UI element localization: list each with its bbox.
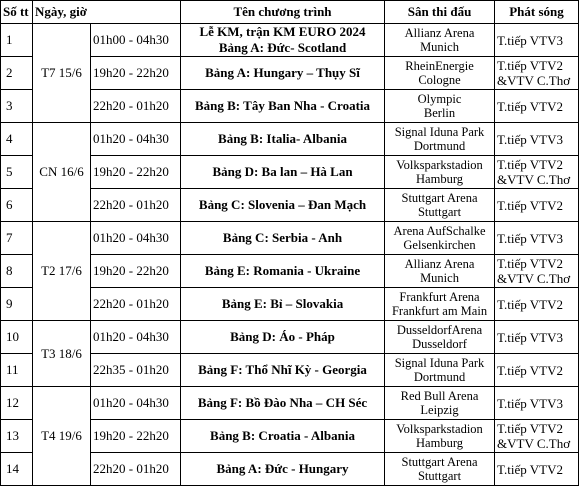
broadcast-channel: T.tiếp VTV2 bbox=[497, 58, 563, 73]
venue-city: Frankfurt am Main bbox=[391, 304, 488, 318]
broadcast-channel: T.tiếp VTV2 bbox=[497, 98, 563, 114]
venue-cell bbox=[385, 24, 495, 57]
time-cell: 22h35 - 01h20 bbox=[91, 354, 181, 387]
row-number: 10 bbox=[1, 321, 33, 354]
time-cell: 01h20 - 04h30 bbox=[91, 123, 181, 156]
broadcast-cell bbox=[495, 420, 579, 453]
day-cell: T2 17/6 bbox=[33, 222, 91, 321]
program-line-1: Lễ KM, trận KM EURO 2024 bbox=[199, 24, 366, 39]
program-cell bbox=[181, 24, 385, 57]
venue-name: Signal Iduna Park bbox=[394, 356, 485, 370]
broadcast-channel-extra: &VTV C.Thơ bbox=[497, 436, 571, 451]
program-cell bbox=[181, 387, 385, 420]
broadcast-channel: T.tiếp VTV2 bbox=[497, 461, 563, 477]
program-cell bbox=[181, 255, 385, 288]
day-cell: CN 16/6 bbox=[33, 123, 91, 222]
venue-cell bbox=[385, 321, 495, 354]
program-line-1: Bảng F: Thổ Nhĩ Kỳ - Georgia bbox=[198, 362, 367, 377]
broadcast-cell bbox=[495, 288, 579, 321]
venue-name: Arena AufSchalke bbox=[393, 224, 486, 238]
table-row bbox=[1, 222, 579, 255]
day-cell: T7 15/6 bbox=[33, 24, 91, 123]
broadcast-channel-extra: &VTV C.Thơ bbox=[497, 172, 571, 187]
broadcast-channel: T.tiếp VTV2 bbox=[497, 256, 563, 271]
program-line-1: Bảng A: Đức - Hungary bbox=[216, 461, 349, 476]
program-cell bbox=[181, 354, 385, 387]
time-cell: 22h20 - 01h20 bbox=[91, 189, 181, 222]
broadcast-channel: T.tiếp VTV3 bbox=[497, 329, 563, 345]
venue-city: Stuttgart bbox=[417, 205, 462, 219]
venue-name: Red Bull Arena bbox=[400, 389, 479, 403]
row-number: 2 bbox=[1, 57, 33, 90]
time-cell: 19h20 - 22h20 bbox=[91, 420, 181, 453]
venue-name: Allianz Arena bbox=[404, 26, 475, 40]
header-stt: Số tt bbox=[1, 1, 33, 24]
venue-city: Munich bbox=[420, 40, 459, 54]
venue-city: Berlin bbox=[423, 106, 456, 120]
broadcast-cell bbox=[495, 90, 579, 123]
program-cell bbox=[181, 90, 385, 123]
program-cell bbox=[181, 156, 385, 189]
row-number: 9 bbox=[1, 288, 33, 321]
venue-name: Frankfurt Arena bbox=[399, 290, 480, 304]
broadcast-cell bbox=[495, 123, 579, 156]
time-cell: 22h20 - 01h20 bbox=[91, 453, 181, 486]
row-number: 5 bbox=[1, 156, 33, 189]
broadcast-channel: T.tiếp VTV3 bbox=[497, 230, 563, 246]
program-line-1: Bảng A: Hungary – Thụy Sĩ bbox=[205, 65, 360, 80]
venue-cell bbox=[385, 123, 495, 156]
row-number: 11 bbox=[1, 354, 33, 387]
table-row bbox=[1, 123, 579, 156]
program-cell bbox=[181, 123, 385, 156]
venue-name: Volksparkstadion bbox=[396, 422, 483, 436]
program-cell bbox=[181, 189, 385, 222]
broadcast-cell bbox=[495, 453, 579, 486]
venue-cell bbox=[385, 156, 495, 189]
venue-city: Dortmund bbox=[413, 139, 466, 153]
row-number: 4 bbox=[1, 123, 33, 156]
time-cell: 19h20 - 22h20 bbox=[91, 255, 181, 288]
venue-cell bbox=[385, 387, 495, 420]
program-line-1: Bảng B: Croatia - Albania bbox=[210, 428, 355, 443]
table-row bbox=[1, 321, 579, 354]
broadcast-cell bbox=[495, 387, 579, 420]
broadcast-channel: T.tiếp VTV2 bbox=[497, 296, 563, 312]
program-cell bbox=[181, 57, 385, 90]
program-cell bbox=[181, 222, 385, 255]
venue-city: Dusseldorf bbox=[412, 337, 467, 351]
table-row bbox=[1, 24, 579, 57]
row-number: 8 bbox=[1, 255, 33, 288]
program-line-1: Bảng E: Bỉ – Slovakia bbox=[221, 296, 344, 311]
venue-city: Hamburg bbox=[416, 436, 464, 450]
venue-cell bbox=[385, 354, 495, 387]
header-venue: Sân thi đấu bbox=[385, 1, 495, 24]
broadcast-cell bbox=[495, 156, 579, 189]
program-line-1: Bảng D: Áo - Pháp bbox=[230, 329, 335, 344]
time-cell: 01h20 - 04h30 bbox=[91, 222, 181, 255]
venue-name: DusseldorfArena bbox=[396, 323, 483, 337]
row-number: 14 bbox=[1, 453, 33, 486]
venue-cell bbox=[385, 453, 495, 486]
program-line-2: Bảng A: Đức- Scotland bbox=[218, 40, 347, 55]
venue-cell bbox=[385, 90, 495, 123]
venue-cell bbox=[385, 57, 495, 90]
broadcast-cell bbox=[495, 321, 579, 354]
broadcast-channel: T.tiếp VTV3 bbox=[497, 395, 563, 411]
row-number: 13 bbox=[1, 420, 33, 453]
program-line-1: Bảng D: Ba lan – Hà Lan bbox=[212, 164, 353, 179]
broadcast-channel: T.tiếp VTV2 bbox=[497, 157, 563, 172]
broadcast-cell bbox=[495, 222, 579, 255]
program-cell bbox=[181, 288, 385, 321]
header-program: Tên chương trình bbox=[181, 1, 385, 24]
program-line-1: Bảng C: Serbia - Anh bbox=[222, 230, 343, 245]
venue-name: RheinEnergie bbox=[405, 59, 474, 73]
program-line-1: Bảng C: Slovenia – Đan Mạch bbox=[198, 197, 367, 212]
venue-city: Munich bbox=[420, 271, 459, 285]
venue-cell bbox=[385, 189, 495, 222]
time-cell: 22h20 - 01h20 bbox=[91, 288, 181, 321]
venue-cell bbox=[385, 288, 495, 321]
broadcast-cell bbox=[495, 255, 579, 288]
row-number: 1 bbox=[1, 24, 33, 57]
day-cell: T3 18/6 bbox=[33, 321, 91, 387]
time-cell: 22h20 - 01h20 bbox=[91, 90, 181, 123]
time-cell: 01h20 - 04h30 bbox=[91, 321, 181, 354]
venue-cell bbox=[385, 420, 495, 453]
venue-cell bbox=[385, 222, 495, 255]
schedule-body bbox=[1, 24, 579, 486]
broadcast-channel-extra: &VTV C.Thơ bbox=[497, 73, 571, 88]
header-broadcast: Phát sóng bbox=[495, 1, 579, 24]
venue-city: Dortmund bbox=[413, 370, 466, 384]
broadcast-cell bbox=[495, 24, 579, 57]
program-cell bbox=[181, 420, 385, 453]
program-line-1: Bảng B: Tây Ban Nha - Croatia bbox=[194, 98, 371, 113]
venue-city: Hamburg bbox=[416, 172, 464, 186]
header-date: Ngày, giờ bbox=[33, 1, 181, 24]
row-number: 6 bbox=[1, 189, 33, 222]
program-cell bbox=[181, 321, 385, 354]
program-line-1: Bảng E: Romania - Ukraine bbox=[204, 263, 361, 278]
venue-city: Cologne bbox=[418, 73, 461, 87]
program-line-1: Bảng B: Italia- Albania bbox=[218, 131, 347, 146]
time-cell: 01h20 - 04h30 bbox=[91, 387, 181, 420]
venue-city: Stuttgart bbox=[417, 469, 462, 483]
program-cell bbox=[181, 453, 385, 486]
broadcast-channel: T.tiếp VTV2 bbox=[497, 362, 563, 378]
time-cell: 19h20 - 22h20 bbox=[91, 156, 181, 189]
venue-cell bbox=[385, 255, 495, 288]
venue-name: Stuttgart Arena bbox=[401, 455, 478, 469]
venue-name: Volksparkstadion bbox=[396, 158, 483, 172]
broadcast-channel: T.tiếp VTV3 bbox=[497, 131, 563, 147]
program-line-1: Bảng F: Bồ Đào Nha – CH Séc bbox=[197, 395, 368, 410]
table-row bbox=[1, 387, 579, 420]
venue-city: Gelsenkirchen bbox=[403, 238, 476, 252]
row-number: 12 bbox=[1, 387, 33, 420]
broadcast-channel-extra: &VTV C.Thơ bbox=[497, 271, 571, 286]
broadcast-cell bbox=[495, 57, 579, 90]
broadcast-cell bbox=[495, 354, 579, 387]
venue-city: Leipzig bbox=[420, 403, 459, 417]
venue-name: Stuttgart Arena bbox=[401, 191, 478, 205]
broadcast-channel: T.tiếp VTV3 bbox=[497, 32, 563, 48]
broadcast-channel: T.tiếp VTV2 bbox=[497, 421, 563, 436]
broadcast-cell bbox=[495, 189, 579, 222]
venue-name: Olympic bbox=[417, 92, 462, 106]
header-row bbox=[1, 1, 579, 24]
venue-name: Allianz Arena bbox=[404, 257, 475, 271]
time-cell: 01h00 - 04h30 bbox=[91, 24, 181, 57]
broadcast-channel: T.tiếp VTV2 bbox=[497, 197, 563, 213]
row-number: 3 bbox=[1, 90, 33, 123]
day-cell: T4 19/6 bbox=[33, 387, 91, 486]
row-number: 7 bbox=[1, 222, 33, 255]
venue-name: Signal Iduna Park bbox=[394, 125, 485, 139]
time-cell: 19h20 - 22h20 bbox=[91, 57, 181, 90]
